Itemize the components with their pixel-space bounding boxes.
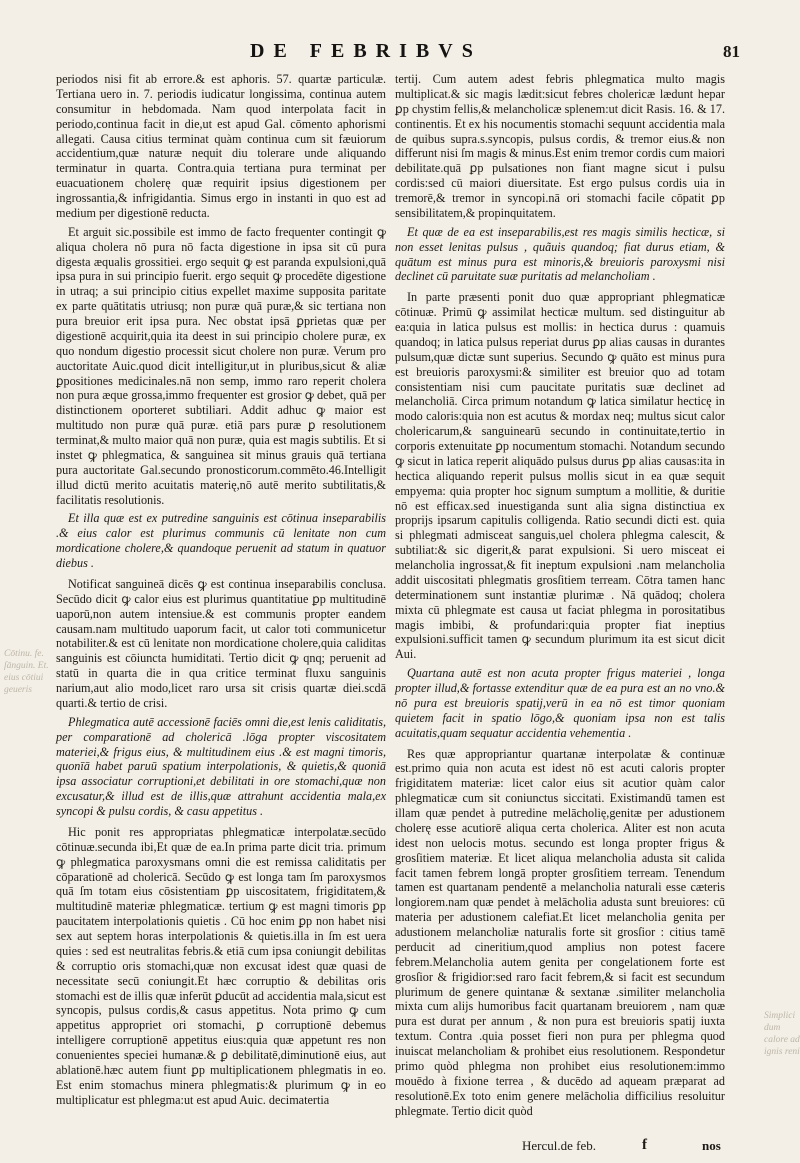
commentary-paragraph: Notificat sanguineā dicēs ꝙ est continua inseparabilis conclusa. Secūdo dicit ꝙ calor eius est plurimus quantitatiue ꝑp multitudinē uaporū,non autem intensiue.& est communis propter eandem causam.nam multitudo uaporum facit, ut calor toti communicetur notabiliter.& est cū lenitate non mordicatione cholere,quia caliditas sanguinis est cōiuncta humiditati. Tertio dicit ꝙ qnq; peruenit ad statū in quarta die in qua critice terminat fluxu sanguinis narium,aut alio modo,licet raro ursa sit crisis quartæ diei.scdā quarti.& tertio de crisi. (56, 576, 386, 710)
folio-number: 81 (723, 42, 740, 61)
continued-paragraph: periodos nisi fit ab errore.& est aphoris. 57. quartæ particulæ. Tertiana uero in. 7. periodis iudicatur longissima, continua autem consumitur in hebdomada. Nam quod interpolata facit in periodo,continua facit in die,ut est apud Gal. cōmento aphorismi allegati. Causa citius terminat quàm continua cum sit fæuiorum accidentium,quæ naturæ nequit diu tolerare unde aliquando terminatur in quarta. Contra.quia tertiana pura terminat per euacuationem cholerę quæ requirit ipsius digestionem per ingrossantia,& infrigidantia. Simus ergo in instanti in quo est ad medium per digestionē reducta. (56, 72, 386, 220)
commentary-lemma: Et quæ de ea est inseparabilis,est res magis similis hecticæ, si non esset lenitas pulsus , quãuis quandoq; fiat durus etiam, & quātum est minus pura est minoris,& breuioris paroxysmi nisi declinet cū paruitate suæ puritatis ad melancholiam . (395, 224, 725, 284)
commentary-lemma: Phlegmatica autē accessionē faciēs omni die,est lenis caliditatis, per comparationē ad cholericā .lōga propter viscositatem materiei,& frigus eius, & multitudinem eius .& est magni timoris, quonīā habet paruū spatium interpolationis, & quietis,& quoniā ipsa associatur corruptioni,et debilitati in ore stomachi,quæ non excusatur,& illud est de illis,quæ attrahunt accidentia mala,ex syncopi & pulsu cordis, & casu appetitus . (56, 714, 386, 818)
commentary-lemma: Et illa quæ est ex putredine sanguinis est cōtinua inseparabilis .& eius calor est plurimus communis cū lenitate non cum mordicatione cholere,& quandoque peruenit ad statum in quatuor diebus . (56, 511, 386, 570)
signature-mark: f (642, 1137, 647, 1153)
catchword: nos (702, 1138, 721, 1153)
running-head (0, 40, 800, 68)
margin-bleed-right: Simplici dum calore ad ignis reni (764, 1011, 800, 1057)
commentary-lemma: Quartana autē est non acuta propter frigus materiei , longa propter illud,& fortasse extenditur quæ de ea pura est an no vno.& nō pura est breuioris spatij,verū in ea nō est timor quoniam quietem facit in spatio lōgo,& quoniam ipsa non est talis acuitatis,quam sequatur accidentia vehementia . (395, 666, 725, 740)
commentary-paragraph: Hic ponit res appropriatas phlegmaticæ interpolatæ.secūdo cōtinuæ.secunda ibi,Et quæ de ea.In prima parte dicit tria. primum ꝙ phlegmatica paroxysmans omni die est remissa caliditatis per cōparationē ad cholericā. Secūdo ꝙ est longa tam ſm paroxysmos quā ſm totam eius cōsistentiam ꝑp uiscositatem, frigiditatem,& multitudinē materiæ phlegmaticæ. tertium ꝙ est magni timoris ꝑp paucitatem interpolationis quietis . Cū hoc enim ꝑp non habet nisi sex aut septem horas interpolationis & quietis.illa in ſm est uera quies : sed est neutralitas febris.& etiā cum ipsa coniungit debilitas & corruptio oris stomachi,quæ non excusat idest quæ quasi de necessitate secū coniungit.Et hæc corruptio & debilitas oris stomachi est de illis quæ inferūt ꝑducūt ad accidentia mala,sicut est syncopis, pulsus cordis,& casus appetitus. Nota primo ꝙ cum appetitus appropriet ori stomachi, ꝑ corruptionē debemus intelligere corruptionē appetitus eius:quia quæ appetunt res non conuenientes speciei humanæ.& ꝑ debilitatē,diminutionē eius, aut ablationē.hæc autem fiunt ꝑp multiplicationem phlegmatis in eo. Est enim stomachus minera phlegmatis:& plurimum ꝙ in eo multiplicatur est phlegma:ut est apud Auic. decimatertia (56, 824, 386, 1107)
commentary-paragraph: In parte præsenti ponit duo quæ appropriant phlegmaticæ cōtinuæ. Primū ꝙ assimilat hecticæ multum. sed distinguitur ab ea:quia in latica pulsus est mollis: in hectica durus : quamuis quandoq; in latica pulsus reperiat durus ꝑp alias causas in durantes pulsum,quæ dictæ sunt superius. Secundo ꝙ quāto est minus pura est breuioris paroxysmi:& similiter est breuior quo ad totam consistentiam nisi cum paucitate puritatis suæ declinet ad melancholiā. Circa primum notandum ꝙ latica similatur hecticę in modo caloris:quia non est acutus & mordax neq; multus sicut calor cholericarum,& sanguinearū secundo in continuitate,tertio in corporis extenuitate ꝑp nocumentum stomachi. Notandum secundo ꝙ sicut in latica reperit aliquādo pulsus durus ꝑp alias causas:ita in hectica aliquando reperit pulsus mollis sicut in ea quæ sequit empyema: quia propter hoc signum sumptum a mollitie, & duritie nō est efficax.sed inuestiganda sunt alia signa distinctiua ex proprijs ipsarum capitulis colligenda. Ratio secundi dicti est. quia si phlegmati admisceat sanguis,uel cholera phlegma calescit, & subtiliat:& sic digerit,& parat expulsioni. Si uero misceat ei melancholia ingrossat,& fit ineptum expulsioni .nam melancholia addit uiscositati phlegmatis grosſitiem terream. Cōtra tamen hanc determinationem sunt instantiæ plurimæ . Nā quādoq; cholera mixta cū phlegmate est causa ut faciat phlegma in porositatibus magis imbibi, & profundari:quia propter fiat ineptius expulsioni.sufficit tamen ꝙ secundum plurimum ita est sicut dicit Aui. (395, 290, 725, 662)
margin-bleed-left: Cōtinu. fe. ſānguin. Et. eius cōtiui geueris (4, 649, 49, 695)
right-column (395, 72, 725, 1122)
continued-paragraph: tertij. Cum autem adest febris phlegmatica multo magis multiplicat.& sic magis lædit:sicut febres cholericæ lædunt hepar ꝑp chystim fellis,& melancholicæ splenem:ut dicit Rasis. 16. & 17. continentis. Et ex his nocumentis stomachi sequunt accidentia mala de quibus supra.s.syncopis, pulsus cordis, & tremor eius.& non differunt nisi ſm magis & minus.Est enim tremor cordis cum maiori debilitate.quā ꝑp pulsationes non fiant magne sicut i pulsu cordis:sed cū maiori diuersitate. Est ergo pulsus cordis uia in tremorē,& tremor in syncopi.nā ori stomachi facile cōpatit ꝑp sensibilitatem,& propinquitatem. (395, 72, 725, 220)
commentary-paragraph: Res quæ appropriantur quartanæ interpolatæ & continuæ est.primo quia non acuta est idest nō est acuti caloris propter frigiditatem materiæ: licet calor eius sit acutior quàm calor phlegmaticæ cum sit coniunctus siccitati. Existimandū tamen est illam quæ pendet à putredine melācholię,genitæ per adustionem cholerę esse acutiorē aliqua certa cholerica. Aliter est non acuta idest non uelocis motus. secundo est longa propter frigus & grosſitiem materiæ. Et licet aliqua melancholia adusta sit calida facit tamen febrem longā propter grosſitiem terream. Tenendum tamen est quartanam pendentē a melancholia naturali esse cæteris longiorem.nam quæ pendet à melācholia adusta sunt breuiores: cū materia per adustionem calefiat.Et licet melancholia genita per adustionem melancholiæ naturalis forte sit grosſior : citius tamē perducit ad cineritium,quod amplius non potest facere febrem.Melancholia autem genita per congelationem forte est grosſior & frigidior:sed raro facit febrem,& si facit est secundum plurimum de genere quintanæ & sextanæ .similiter melancholia mixta cum alijs humoribus facit quartanam breuiorem , nam quæ pura est durat per annum , & non pura est breuioris spatij iuxta textum. Contra .quia posset fieri non pura per phlegma quod inuiscat melancholiam & prohibet eius resolutionem. Respondetur primo quòd phlegma non prohibet eius resolutionem:immo mouēdo à fixione terrea , & ducēdo ad aqueam præparat ad resolutionē.Ex toto enim genere melācholia difficilius resoluitur phlegmate. Tertio dicit quòd (395, 746, 725, 1118)
commentary-paragraph: Et arguit sic.possibile est immo de facto frequenter contingit ꝙ aliqua cholera nō pura nō facta digestione in ipsa sit cū pura digesta æqualis grossitiei. ergo sequit ꝙ est paranda expulsioni,quā ipsa pura in sui principio fuerit. ergo sequit ꝙ procedēte digestione in utraq; a sui principio citius expellet maxime supposita paritate ex parte quātitatis utriusq; non puræ quā puræ,& sic tertiana non pura breuior erit ipsa pura. Nec obstat ipsā ꝑprietas quæ per digestionē acquirit,quia ita deest in sui principio cholere puræ, ex quo nondum digestio processit sicut cholere non puræ. Verum pro auctoritate Auic.quod dicit intelligitur,ut in pluribus,sicut & aliæ ꝑpositiones medicinales.nā non semp, immo raro reperit cholera non pura æque grossa,immo frequenter est grosior ꝙ debet, quā per distinctionem oporteret subtiliari. Addit adhuc ꝙ maior est multitudo non puræ quā puræ. etiā pars puræ ꝑ resolutionem terminat,& multo maior quā non puræ, quia est magis subtilis. Et si instet ꝙ phlegmatica, & sanguinea sit minus grauis quā tertiana pura auctoritate Gal.secundo pronosticorum.commēto.46.Intelligit illud dictū merito acuitatis materię,nō autē merito subtilitatis,& facilitatis resolutionis. (56, 224, 386, 507)
left-column (56, 72, 386, 1112)
page-title: DE FEBRIBVS (250, 40, 482, 62)
footer-line (522, 1138, 762, 1158)
footer-reference: Hercul.de feb. (522, 1138, 596, 1153)
